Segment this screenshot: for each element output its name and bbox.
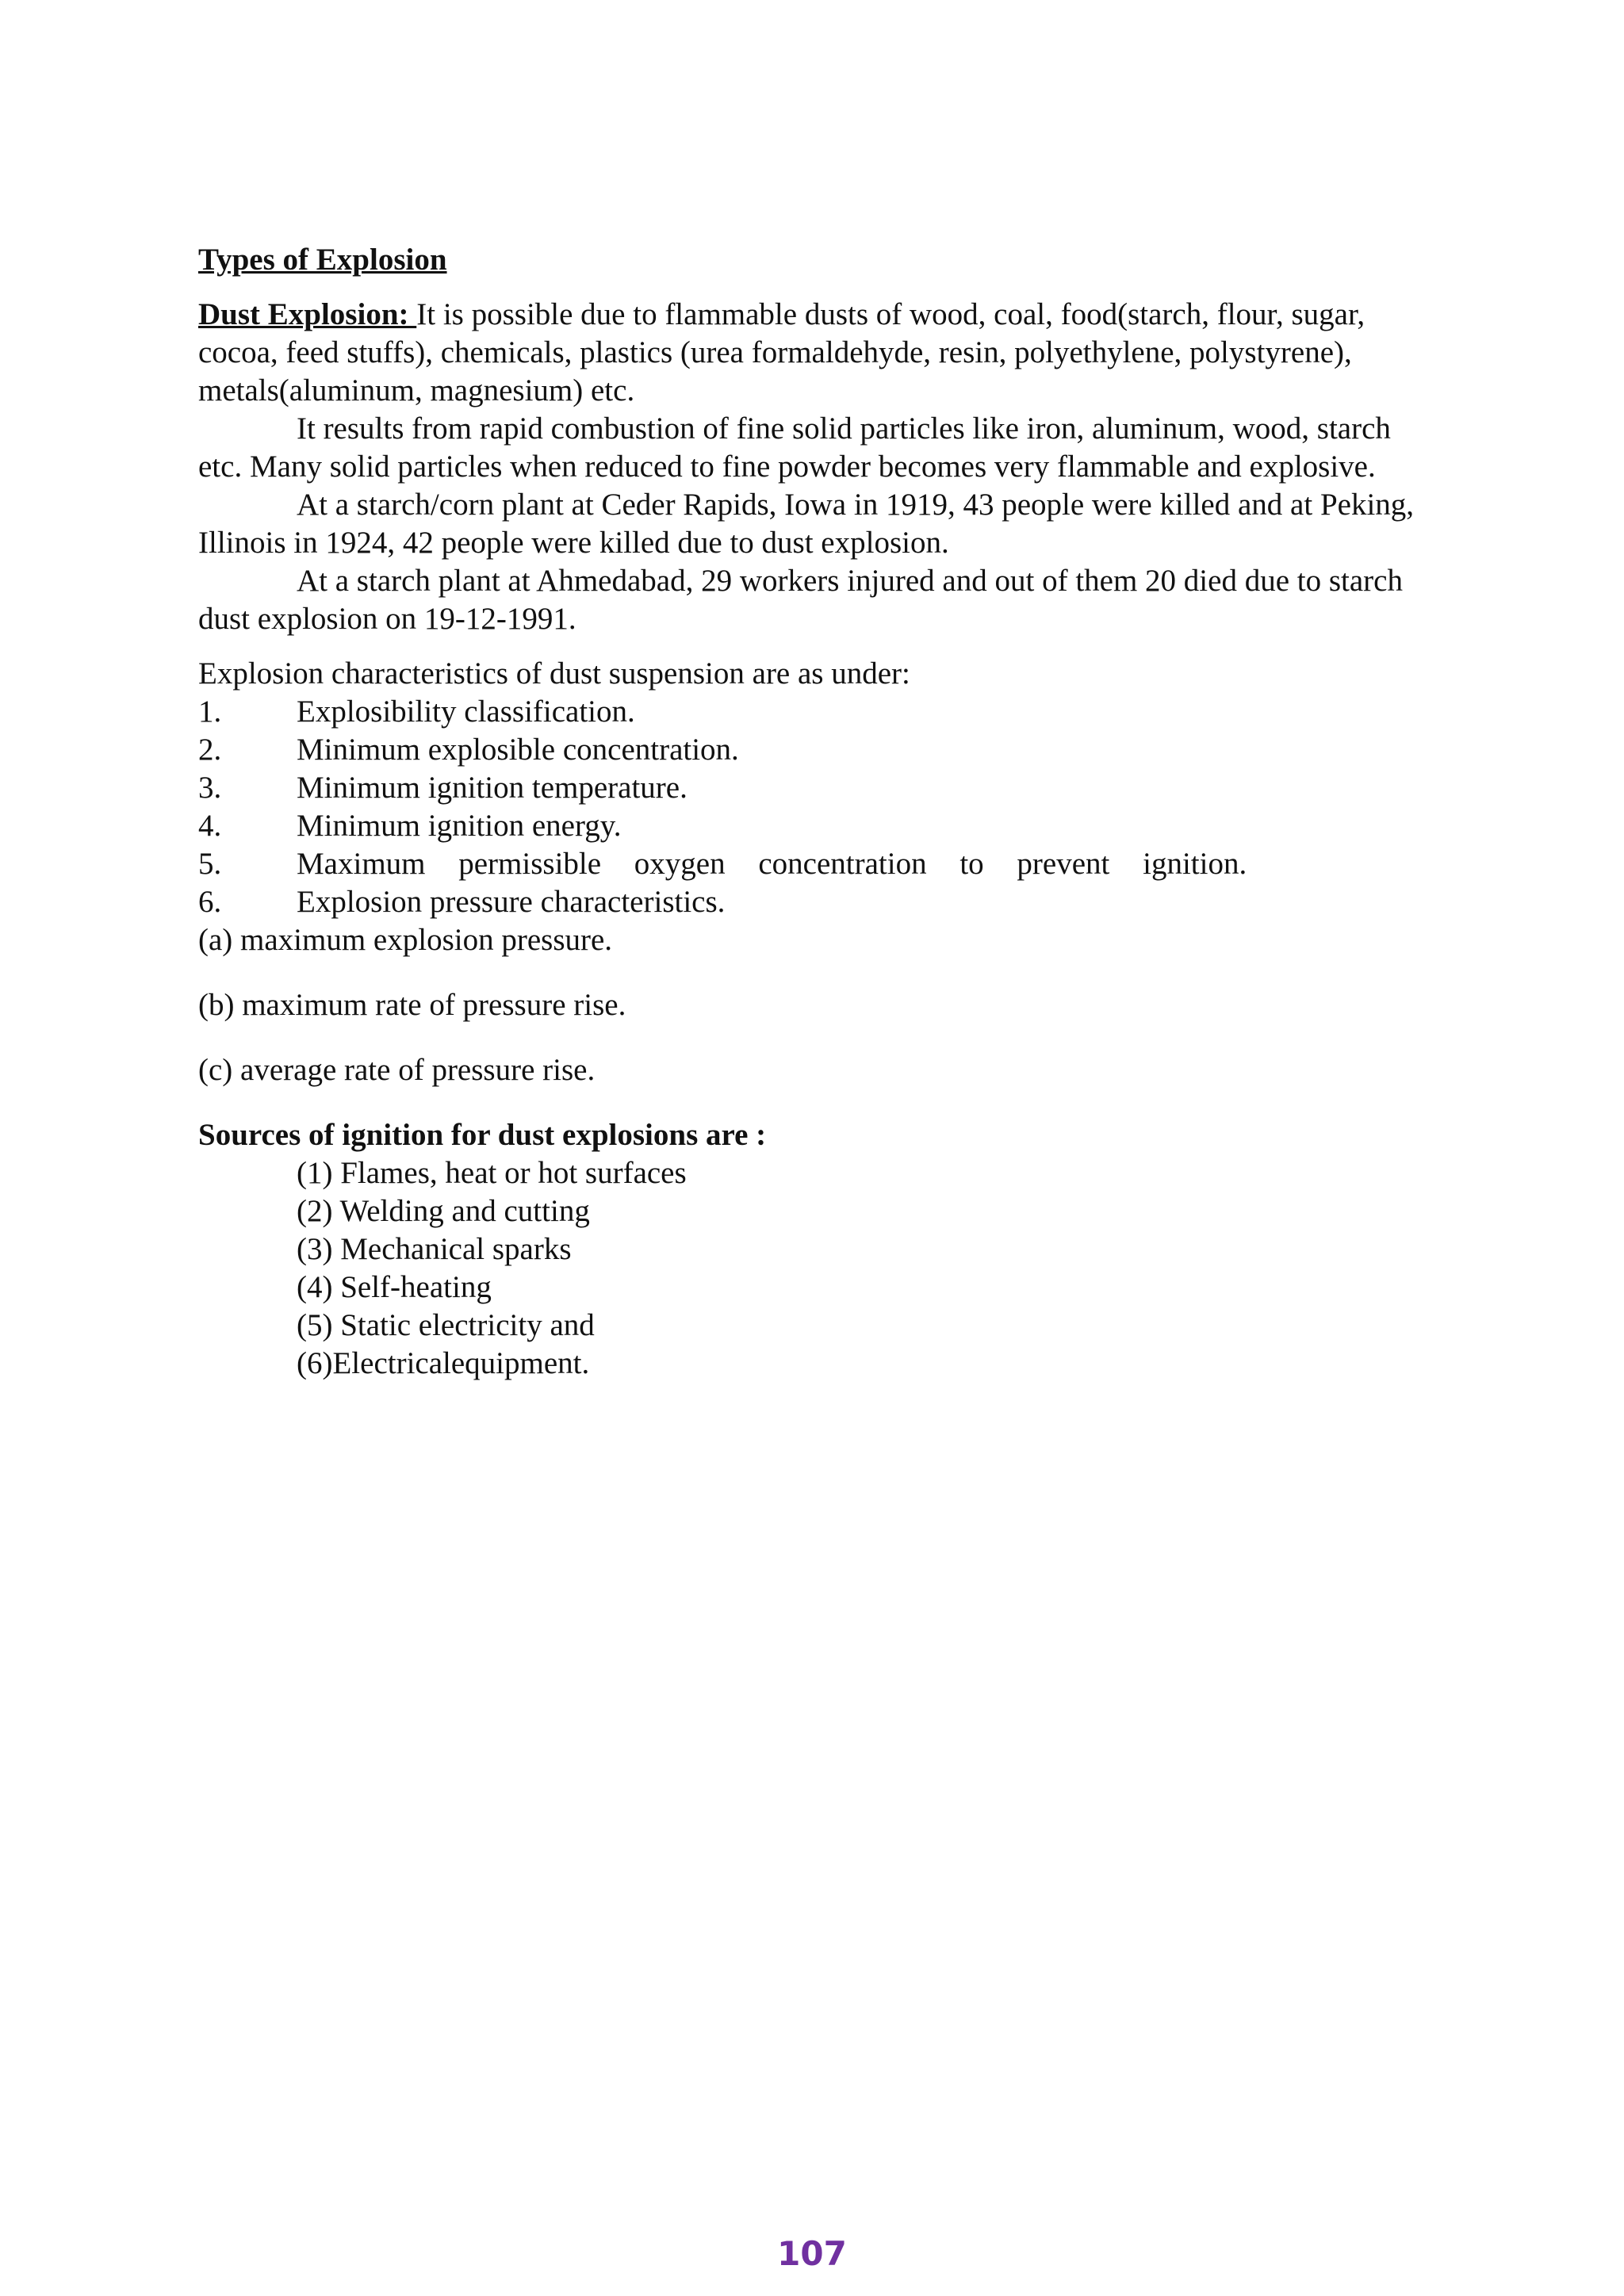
dust-explosion-intro-text: It is possible due to flammable dusts of wood, coal, food(starch, flour, sugar, cocoa, feed stuffs), chemicals, plastics (urea formaldehyde, resin, polyethylene, polystyrene), metals(aluminum, magnesium) etc. [198,297,1365,408]
list-text: Explosion pressure characteristics. [297,885,726,919]
characteristics-list [198,693,1435,921]
paragraph-iowa-incident: At a starch/corn plant at Ceder Rapids, Iowa in 1919, 43 people were killed and at Peking, Illinois in 1924, 42 people were killed due to dust explosion. [198,488,1415,560]
list-text: Maximum permissible oxygen concentration to prevent ignition. [297,847,1247,881]
document-page [198,241,1435,1383]
list-number: 5. [198,847,222,881]
list-item [198,883,1435,921]
characteristics-intro: Explosion characteristics of dust suspension are as under: [198,656,910,691]
list-number: 4. [198,809,222,843]
list-number: 1. [198,695,222,729]
source-item: (2) Welding and cutting [297,1194,590,1228]
source-item: (6)Electricalequipment. [297,1346,590,1380]
sources-list [198,1154,1435,1383]
list-text: Minimum ignition temperature. [297,771,688,805]
dust-explosion-label: Dust Explosion: [198,297,417,331]
list-item [198,693,1435,731]
source-item: (3) Mechanical sparks [297,1232,572,1266]
list-item [198,731,1435,769]
source-item: (4) Self-heating [297,1270,492,1304]
list-number: 6. [198,885,222,919]
source-item: (1) Flames, heat or hot surfaces [297,1156,687,1190]
dust-explosion-intro [198,296,1435,410]
sub-item-a: (a) maximum explosion pressure. [198,923,613,957]
paragraph-combustion: It results from rapid combustion of fine solid particles like iron, aluminum, wood, starch etc. Many solid particles when reduced to fine powder becomes very flammable and explosive. [198,411,1391,484]
list-item [198,807,1435,845]
list-number: 3. [198,771,222,805]
list-number: 2. [198,733,222,767]
list-item [198,769,1435,807]
paragraph-ahmedabad-incident: At a starch plant at Ahmedabad, 29 workers injured and out of them 20 died due to starch dust explosion on 19-12-1991. [198,564,1403,636]
section-title: Types of Explosion [198,243,447,277]
list-text: Minimum ignition energy. [297,809,622,843]
sources-heading: Sources of ignition for dust explosions are : [198,1118,767,1152]
sub-item-b: (b) maximum rate of pressure rise. [198,988,626,1022]
list-text: Explosibility classification. [297,695,635,729]
page-number: 107 [777,2234,847,2273]
list-item [198,845,1435,883]
sub-item-c: (c) average rate of pressure rise. [198,1053,596,1087]
source-item: (5) Static electricity and [297,1308,595,1342]
list-text: Minimum explosible concentration. [297,733,739,767]
